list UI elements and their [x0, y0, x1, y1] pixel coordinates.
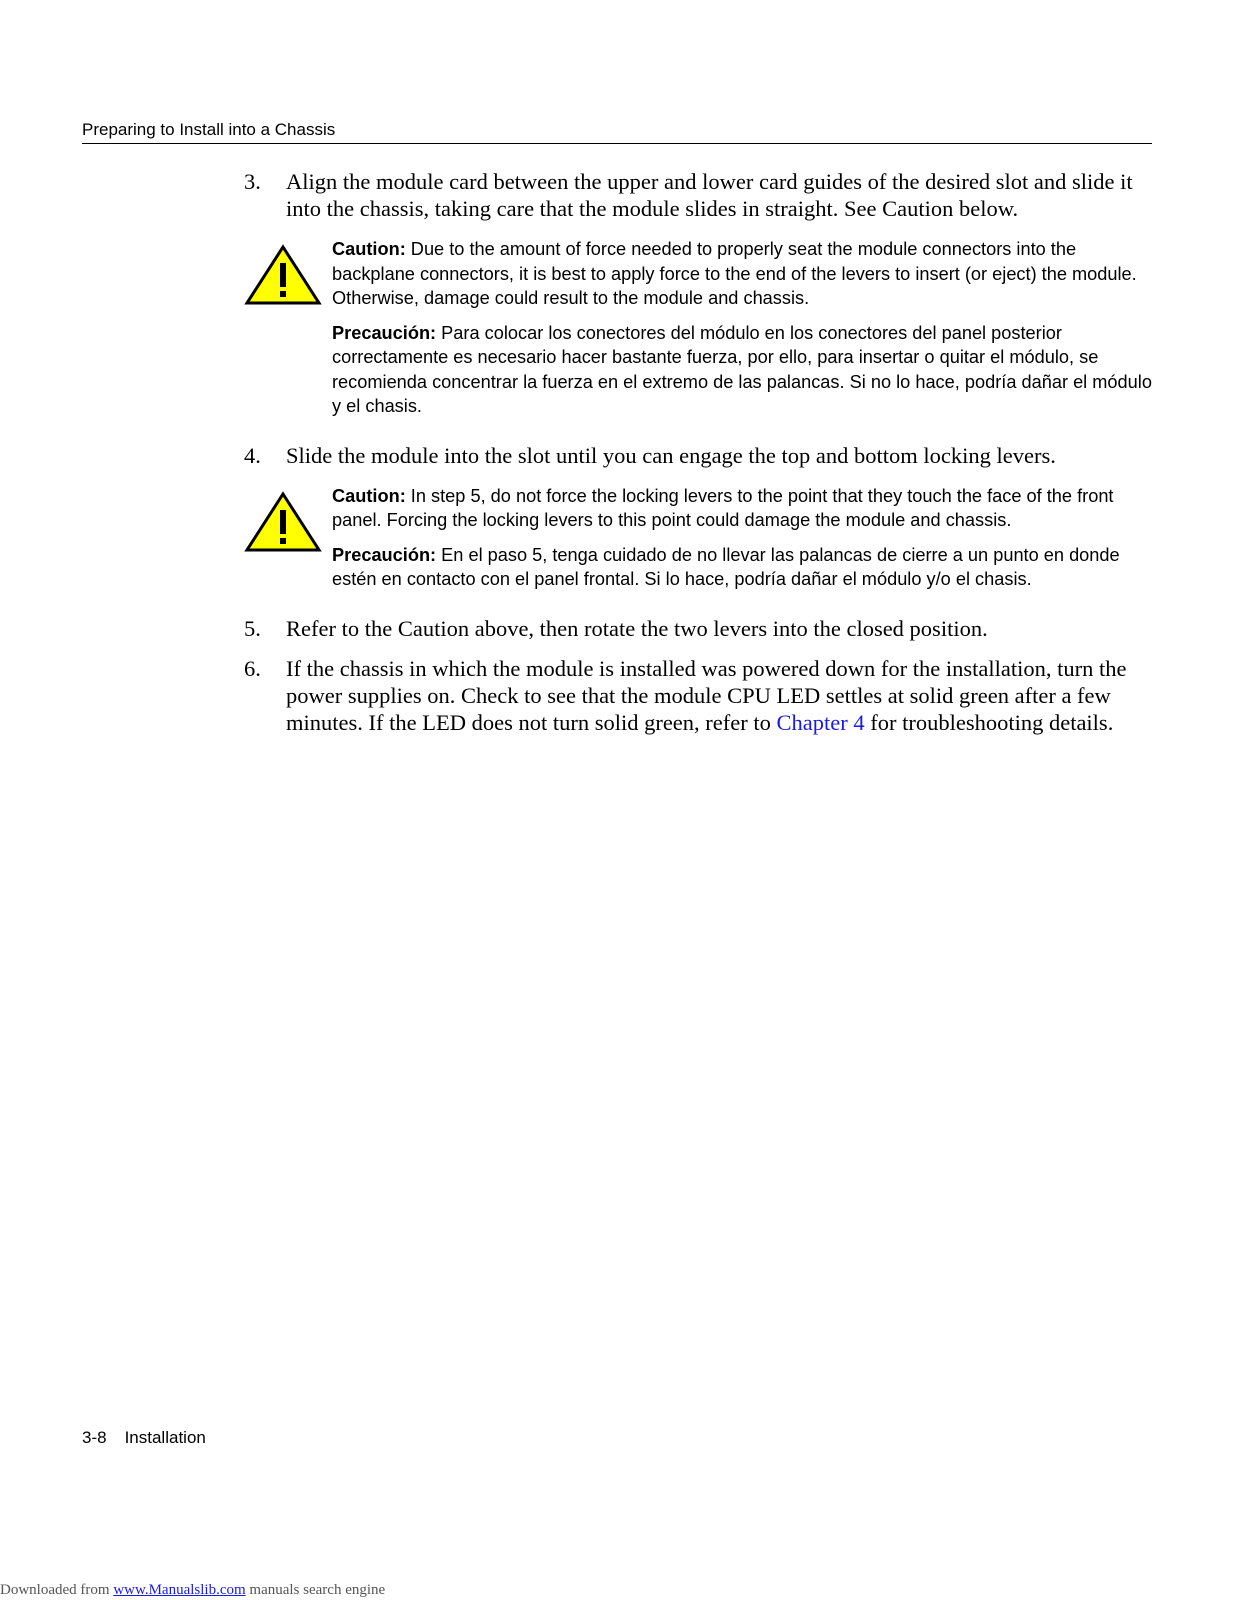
caution-english — [332, 484, 1154, 533]
precaucion-text: Para colocar los conectores del módulo en los conectores del panel posterior correctamente es necesario hacer bastante fuerza, por ello, para insertar o quitar el módulo, se recomienda concentrar la fuerza en el extremo de las palancas. Si no lo hace, podría dañar el módulo y el chasis. — [332, 322, 1152, 416]
warning-triangle-icon — [244, 237, 332, 429]
step-text-after: for troubleshooting details. — [864, 709, 1114, 735]
step-text: Refer to the Caution above, then rotate the two levers into the closed position. — [286, 615, 988, 641]
step-text — [286, 655, 1154, 736]
step-text: Align the module card between the upper and lower card guides of the desired slot and slide it into the chassis, taking care that the module slides in straight. See Caution below. — [286, 169, 1133, 221]
chapter-4-link[interactable]: Chapter 4 — [776, 709, 865, 735]
step-text-before: If the chassis in which the module is installed was powered down for the installation, turn the power supplies on. Check to see that the module CPU LED settles at solid green after a few minutes. If the LED does not turn solid green, refer to — [286, 655, 1127, 735]
precaucion-text: En el paso 5, tenga cuidado de no llevar las palancas de cierre a un punto en donde estén en contacto con el panel frontal. Si lo hace, podría dañar el módulo y/o el chasis. — [332, 544, 1120, 589]
page-header: Preparing to Install into a Chassis — [82, 120, 1152, 144]
precaucion-label: Precaución: — [332, 544, 437, 565]
download-credit — [0, 1582, 385, 1599]
caution-label: Caution: — [332, 239, 406, 259]
page-number: 3-8 — [82, 1428, 107, 1447]
caution-label: Caution: — [332, 485, 406, 506]
download-prefix: Downloaded from — [0, 1582, 114, 1598]
step-number: 6. — [244, 655, 261, 681]
caution-spanish — [332, 321, 1154, 419]
caution-spanish — [332, 543, 1154, 592]
warning-triangle-icon — [244, 484, 332, 602]
precaucion-label: Precaución: — [332, 322, 437, 343]
footer-section: Installation — [124, 1428, 206, 1447]
step-5 — [244, 615, 1154, 642]
download-suffix: manuals search engine — [245, 1582, 386, 1598]
step-number: 3. — [244, 169, 261, 194]
step-6 — [244, 655, 1154, 736]
step-4 — [244, 442, 1154, 469]
caution-block-2 — [244, 484, 1154, 602]
caution-text: In step 5, do not force the locking levers to the point that they touch the face of the front panel. Forcing the locking levers to this point could damage the module and chassis. — [332, 485, 1114, 530]
step-number: 5. — [244, 615, 261, 641]
step-3 — [244, 168, 1154, 222]
step-number: 4. — [244, 442, 261, 468]
caution-english — [332, 237, 1154, 311]
page-footer — [82, 1428, 206, 1448]
step-list — [244, 168, 1154, 736]
caution-block-1 — [244, 237, 1154, 429]
step-text: Slide the module into the slot until you can engage the top and bottom locking levers. — [286, 442, 1056, 468]
caution-text: Due to the amount of force needed to properly seat the module connectors into the backplane connectors, it is best to apply force to the end of the levers to insert (or eject) the module. Otherwise, damage could result to the module and chassis. — [332, 239, 1137, 308]
manualslib-link[interactable]: www.Manualslib.com — [113, 1582, 246, 1598]
